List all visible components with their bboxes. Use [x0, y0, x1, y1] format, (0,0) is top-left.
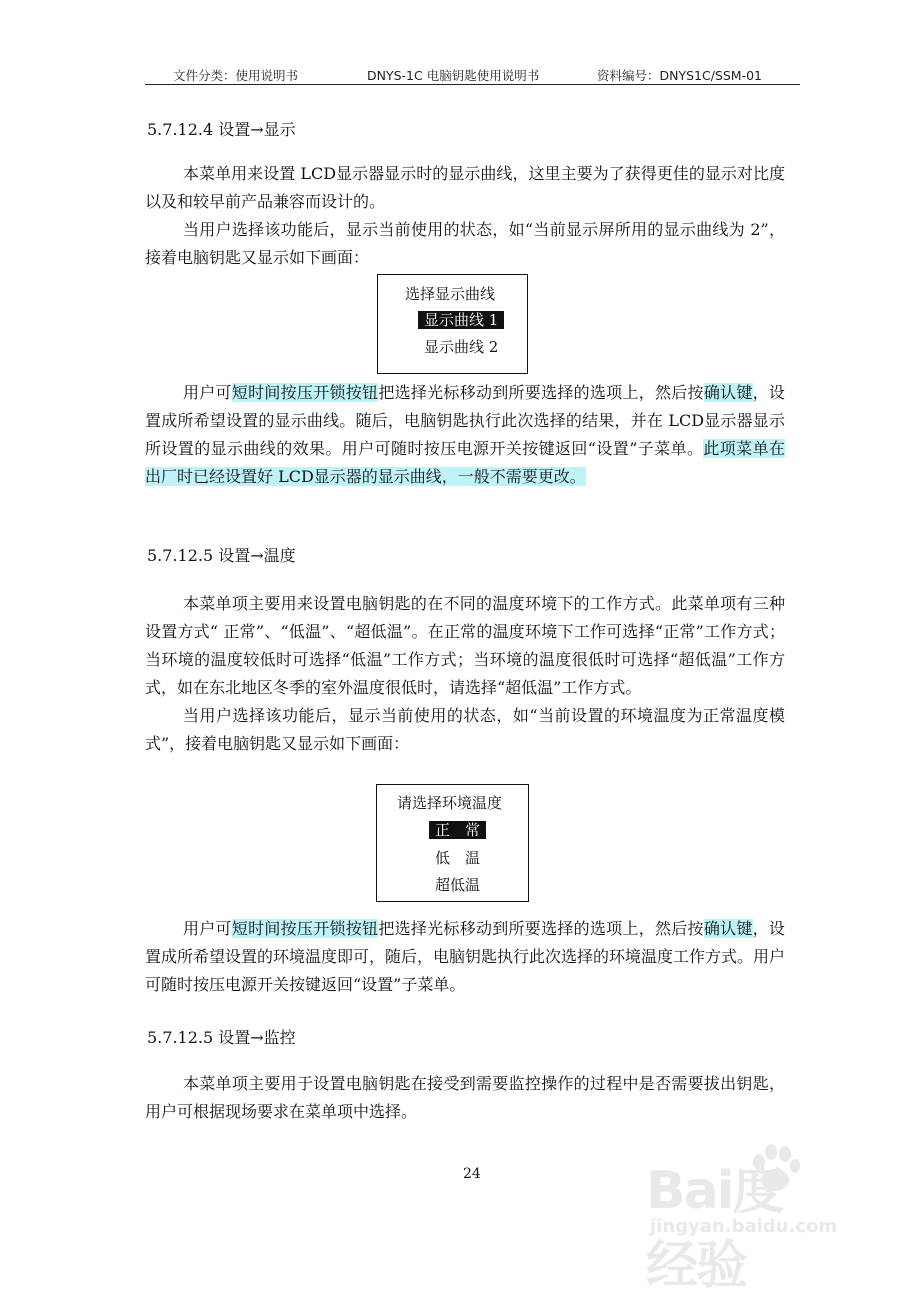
- paragraph-text: 当用户选择该功能后，显示当前使用的状态，如“当前显示屏所用的显示曲线为 2”，接着电脑钥匙又显示如下画面：: [145, 220, 785, 267]
- watermark-logo: Bai度经验: [646, 1161, 783, 1296]
- lcd-option-1: 显示曲线 1: [418, 311, 504, 329]
- highlighted-text: 确认键: [703, 383, 753, 402]
- lcd-option-selected: [429, 819, 486, 840]
- lcd-title: 请选择环境温度: [397, 794, 503, 812]
- section-heading-display: 5.7.12.4 设置→显示: [147, 120, 296, 139]
- lcd-screen-temperature: [376, 784, 529, 902]
- highlighted-text: 确认键: [703, 919, 753, 938]
- page-header: [145, 62, 800, 85]
- lcd-option-ultra-low: 超低温: [435, 876, 481, 894]
- highlighted-text: 短时间按压开锁按钮: [231, 383, 379, 402]
- lcd-title: 选择显示曲线: [405, 285, 496, 303]
- text-run: 把选择光标移动到所要选择的选项上，然后按: [378, 383, 704, 402]
- baidu-jingyan-watermark: [640, 1140, 838, 1296]
- paragraph-monitor-intro: [145, 1070, 785, 1126]
- paragraph-display-instructions: [145, 379, 785, 491]
- highlighted-text: 此项菜单在出厂时已经设置好 LCD显示器的显示曲线，一般不需要更改。: [145, 439, 785, 486]
- text-run: ，设置成所希望设置的显示曲线。随后，电脑钥匙执行此次选择的结果，并在 LCD显示器显示所设置的显示曲线的效果。用户可随时按压电源开关按键返回“设置”子菜单。: [145, 383, 785, 458]
- paragraph-text: 本菜单项主要用于设置电脑钥匙在接受到需要监控操作的过程中是否需要拔出钥匙，用户可根据现场要求在菜单项中选择。: [145, 1074, 785, 1121]
- paragraph-temperature-instructions: [145, 915, 785, 999]
- section-heading-monitor: 5.7.12.5 设置→监控: [147, 1028, 296, 1047]
- header-doc-title: DNYS-1C 电脑钥匙使用说明书: [367, 68, 540, 83]
- paragraph-temperature-intro: [145, 590, 785, 758]
- text-run: 用户可: [183, 919, 232, 938]
- lcd-option-selected: [418, 309, 504, 330]
- paragraph-text: 本菜单项主要用来设置电脑钥匙的在不同的温度环境下的工作方式。此菜单项有三种设置方式“ 正常”、“低温”、“超低温”。在正常的温度环境下工作可选择“正常”工作方式；当环境的温度较低时可选择“低温”工作方式；当环境的温度很低时可选择“超低温”工作方式，如在东北地区冬季的室外温度很低时，请选择“超低温”工作方式。: [145, 594, 785, 697]
- text-run: ，设置成所希望设置的环境温度即可，随后，电脑钥匙执行此次选择的环境温度工作方式。用户可随时按压电源开关按键返回“设置”子菜单。: [145, 919, 786, 994]
- text-run: 用户可: [183, 383, 232, 402]
- lcd-option-2: 显示曲线 2: [424, 338, 499, 356]
- lcd-option-low: 低 温: [435, 849, 481, 867]
- header-doc-number: 资料编号：DNYS1C/SSM-01: [597, 68, 763, 83]
- paragraph-display-intro: [145, 160, 785, 272]
- paragraph-text: 本菜单用来设置 LCD显示器显示时的显示曲线，这里主要为了获得更佳的显示对比度以及和较早前产品兼容而设计的。: [145, 164, 785, 211]
- lcd-screen-display-curve: [377, 274, 528, 374]
- page-number: 24: [463, 1166, 481, 1182]
- lcd-option-normal: 正 常: [429, 821, 486, 839]
- text-run: 把选择光标移动到所要选择的选项上，然后按: [378, 919, 704, 938]
- header-doc-category: 文件分类：使用说明书: [173, 68, 299, 83]
- section-heading-temperature: 5.7.12.5 设置→温度: [147, 546, 296, 565]
- watermark-url: jingyan.baidu.com: [650, 1216, 838, 1237]
- highlighted-text: 短时间按压开锁按钮: [231, 919, 379, 938]
- paragraph-text: 当用户选择该功能后，显示当前使用的状态，如“当前设置的环境温度为正常温度模式”，接着电脑钥匙又显示如下画面：: [145, 706, 785, 753]
